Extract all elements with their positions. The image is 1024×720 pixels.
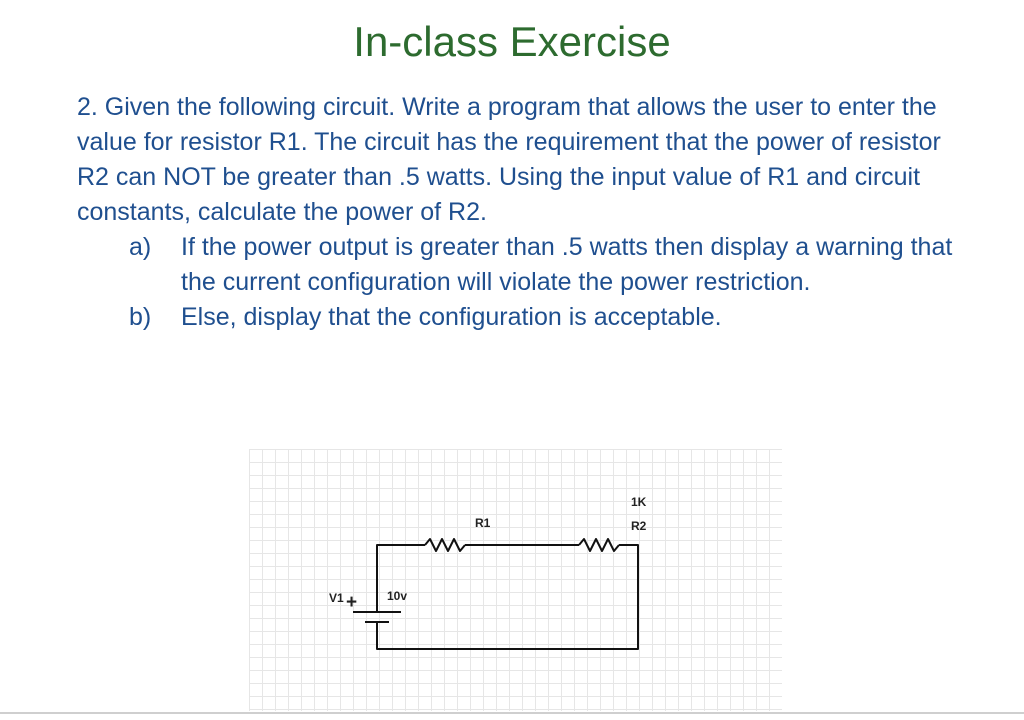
list-text-a: If the power output is greater than .5 watts then display a warning that the current configuration will violate the power restriction. xyxy=(181,233,953,296)
wire-top-left xyxy=(377,545,425,587)
r1-label: R1 xyxy=(475,516,491,530)
list-marker-b: b) xyxy=(129,303,152,331)
slide-footer-divider xyxy=(0,712,1024,714)
circuit-diagram xyxy=(249,449,782,711)
r2-label: R2 xyxy=(631,519,647,533)
resistor-r1 xyxy=(425,539,465,551)
list-item-b xyxy=(77,300,977,335)
exercise-text xyxy=(77,90,977,335)
list-text-b: Else, display that the configuration is acceptable. xyxy=(181,303,722,331)
r2-value-label: 1K xyxy=(631,495,647,509)
slide-title: In-class Exercise xyxy=(353,18,671,65)
resistor-r2 xyxy=(579,539,619,551)
exercise-intro: 2. Given the following circuit. Write a program that allows the user to enter the value for resistor R1. The circuit has the requirement that the power of resistor R2 can NOT be greater than .5 watts. Using the input value of R1 and circuit constants, calculate the power of R2. xyxy=(77,93,941,226)
circuit-schematic xyxy=(249,449,782,711)
source-polarity: + xyxy=(346,592,358,613)
source-value-label: 10v xyxy=(387,589,408,603)
list-marker-a: a) xyxy=(129,233,152,261)
list-item-a xyxy=(77,230,977,300)
source-label: V1 xyxy=(329,591,344,605)
wire-right xyxy=(377,545,638,649)
